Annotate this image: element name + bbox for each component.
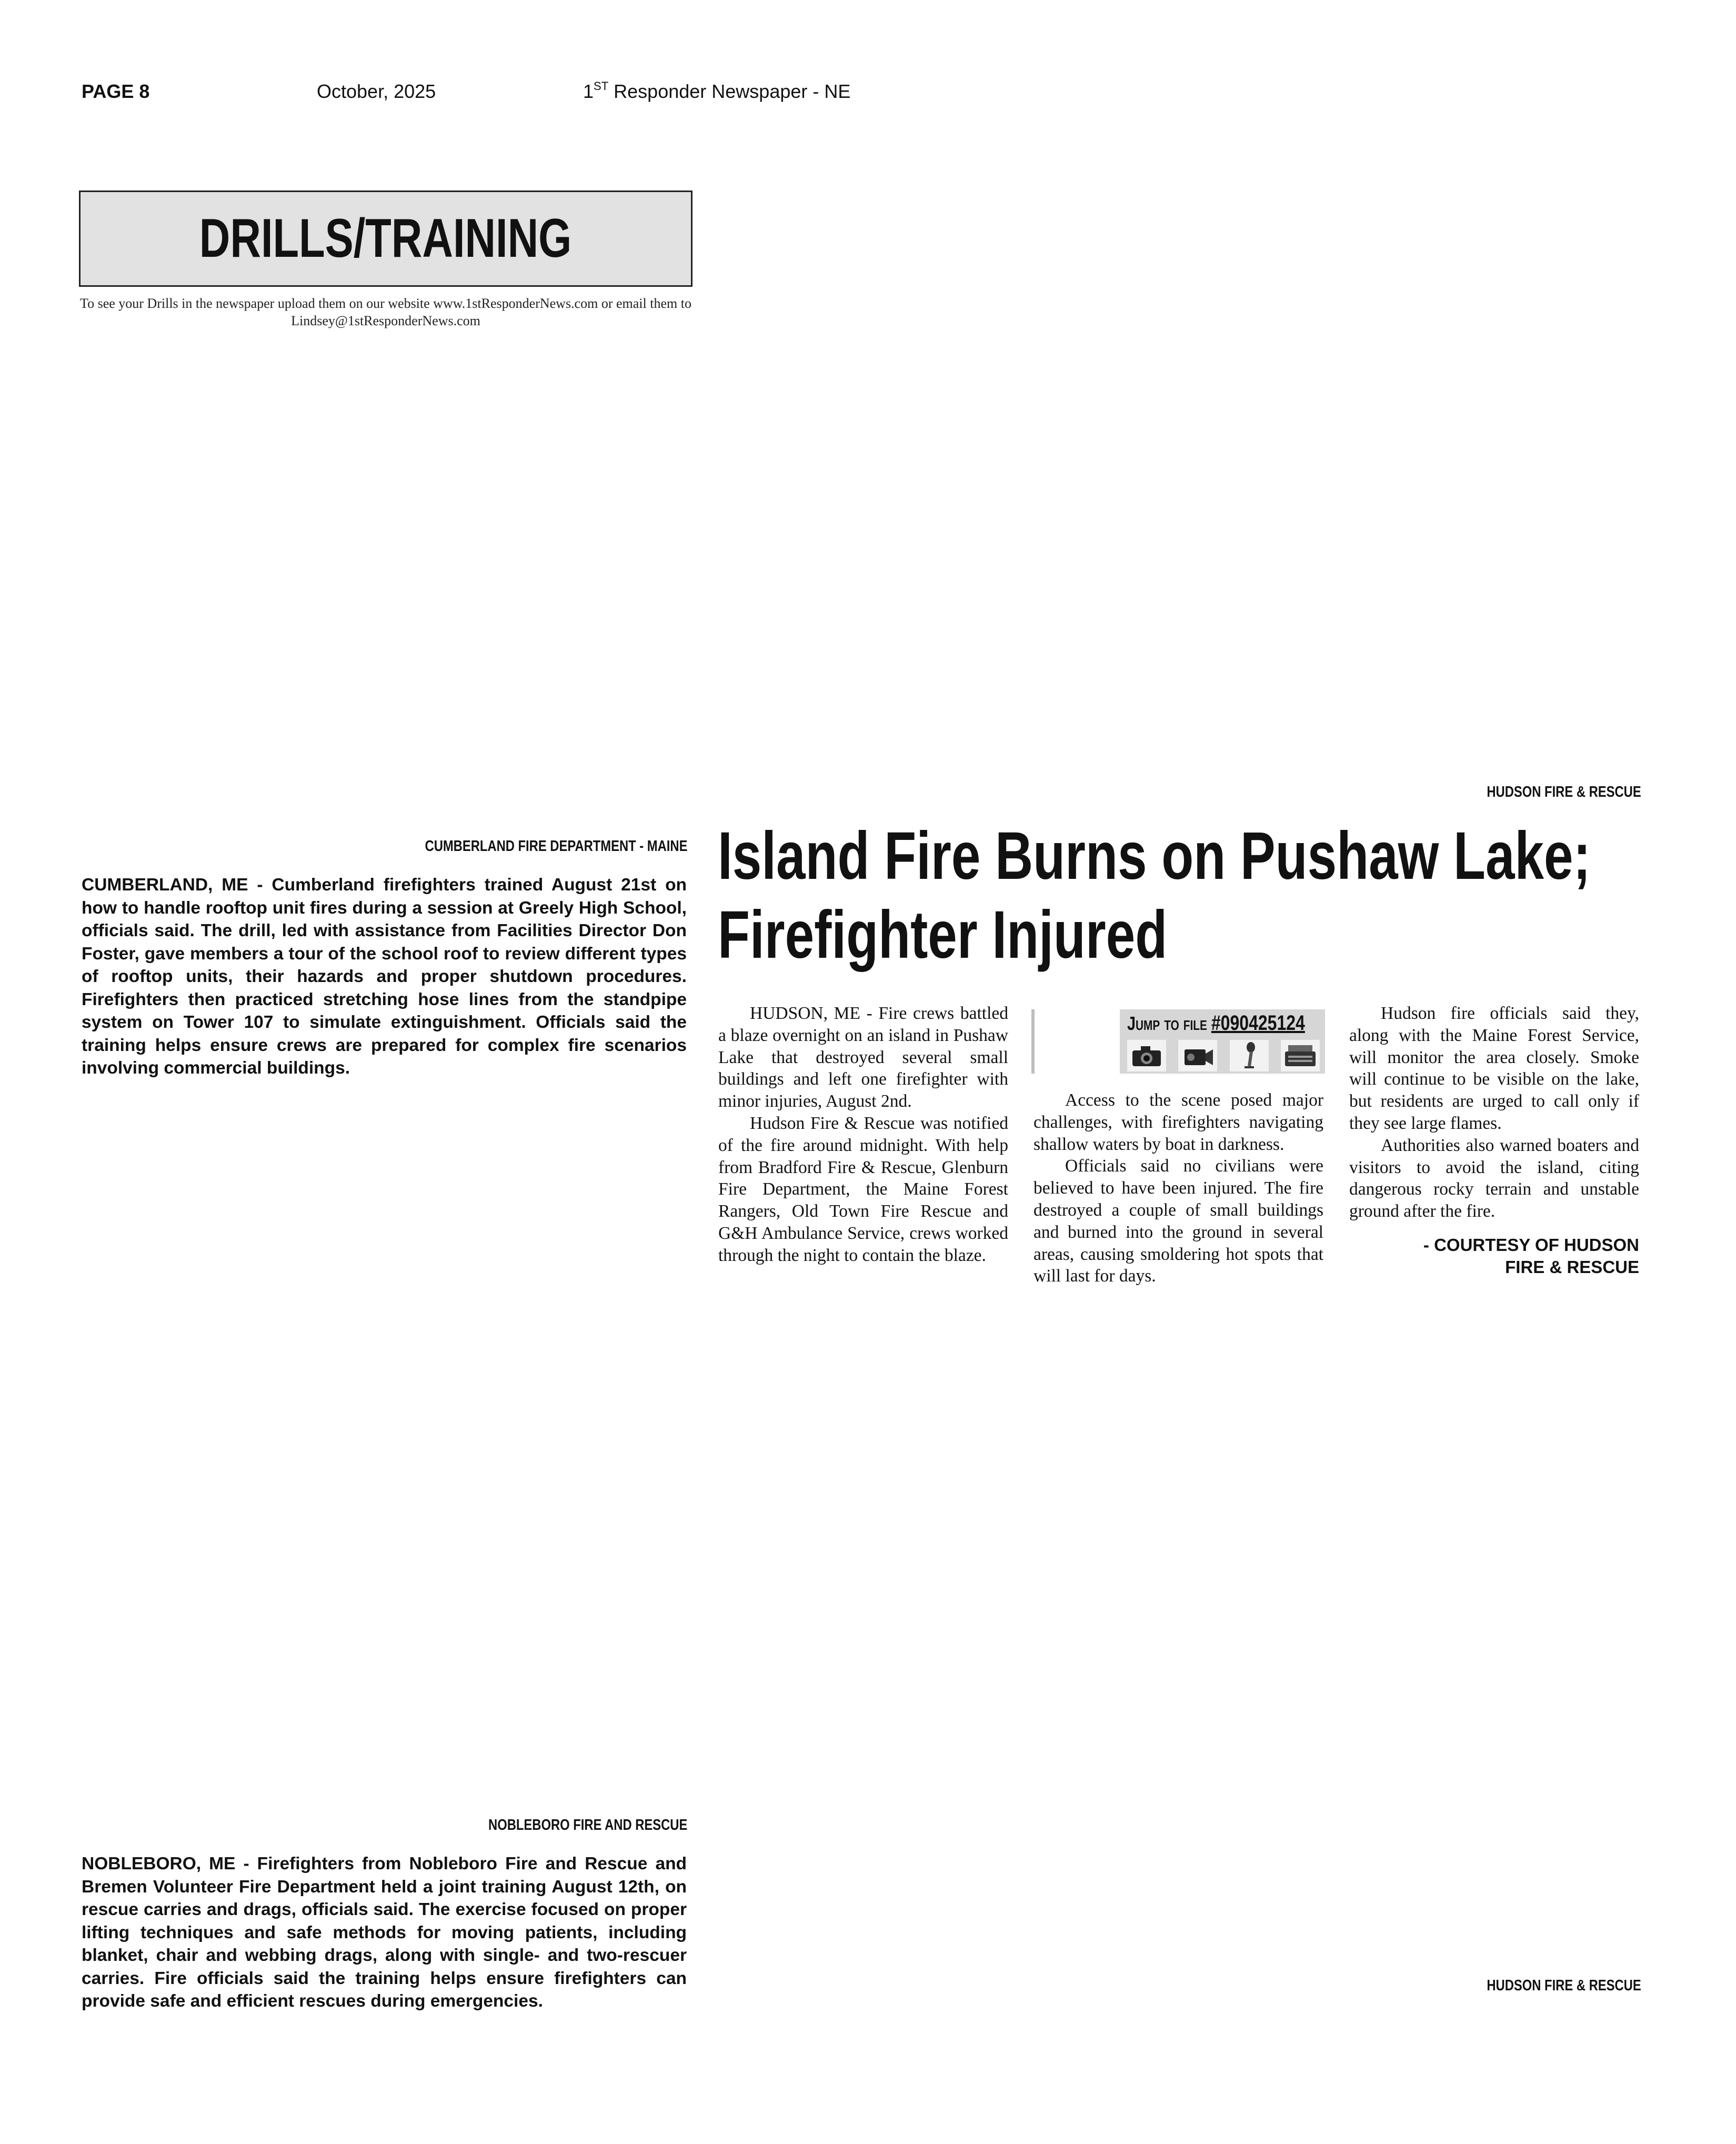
jump-letter-j: J bbox=[1127, 1013, 1136, 1034]
hudson-column-3 bbox=[1349, 1003, 1639, 1278]
publication-name bbox=[583, 81, 850, 103]
publication-prefix: 1 bbox=[583, 81, 594, 102]
hudson-col1-paragraph-1: HUDSON, ME - Fire crews battled a blaze overnight on an island in Pushaw Lake that destroyed several small buildings and left one firefighter with minor injuries, August 2nd. bbox=[718, 1004, 1008, 1111]
jump-divider bbox=[1031, 1009, 1035, 1074]
page-number: PAGE 8 bbox=[82, 81, 150, 102]
section-title: DRILLS/TRAINING bbox=[199, 208, 572, 269]
hudson-col2-paragraph-1: Access to the scene posed major challenges, with firefighters navigating shallow waters by boat in darkness. bbox=[1033, 1090, 1323, 1154]
hudson-col2-paragraph-2: Officials said no civilians were believed to have been injured. The fire destroyed a couple of small buildings and burned into the ground in several areas, causing smoldering hot spots that will last for days. bbox=[1033, 1156, 1323, 1286]
jump-letters-ile: ILE bbox=[1190, 1017, 1207, 1033]
media-icon-row bbox=[1127, 1040, 1320, 1071]
hudson-kicker-bottom: HUDSON FIRE & RESCUE bbox=[1487, 1977, 1641, 1994]
jump-letters-ump: UMP bbox=[1136, 1017, 1160, 1033]
jump-file-number[interactable]: #090425124 bbox=[1211, 1011, 1305, 1035]
hudson-column-1 bbox=[718, 1003, 1008, 1267]
typewriter-icon[interactable] bbox=[1281, 1040, 1320, 1071]
hudson-courtesy-credit bbox=[1349, 1234, 1639, 1278]
camera-icon[interactable] bbox=[1127, 1040, 1166, 1071]
headline-line-1: Island Fire Burns on Pushaw Lake; bbox=[718, 818, 1591, 894]
nobleboro-article-body: NOBLEBORO, ME - Firefighters from Nobleboro Fire and Rescue and Bremen Volunteer Fire Department held a joint training August 12th, on rescue carries and drags, officials said. The exercise focused on proper lifting techniques and safe methods for moving patients, including blanket, chair and webbing drags, along with single- and two-rescuer carries. Fire officials said the training helps ensure firefighters can provide safe and efficient rescues during emergencies. bbox=[82, 1854, 687, 2011]
hudson-col1-paragraph-2: Hudson Fire & Rescue was notified of the fire around midnight. With help from Bradford Fire & Rescue, Glenburn Fire Department, the Maine Forest Rangers, Old Town Fire Rescue and G&H Ambulance Service, crews worked through the night to contain the blaze. bbox=[718, 1113, 1008, 1265]
cumberland-article-body: CUMBERLAND, ME - Cumberland firefighters trained August 21st on how to handle rooftop unit fires during a session at Greely High School, officials said. The drill, led with assistance from Facilities Director Don Foster, gave members a tour of the school roof to review different types of rooftop units, their hazards and proper shutdown procedures. Firefighters then practiced stretching hose lines from the standpipe system on Tower 107 to simulate extinguishment. Officials said the training helps ensure crews are prepared for complex fire scenarios involving commercial buildings. bbox=[82, 875, 687, 1078]
jump-to-file-widget[interactable] bbox=[1120, 1009, 1325, 1074]
section-submission-note: To see your Drills in the newspaper upload them on our website www.1stResponderNews.com or email them to Lindsey@1stResponderNews.com bbox=[80, 296, 691, 328]
hudson-headline bbox=[718, 817, 1591, 975]
section-header-box bbox=[79, 191, 693, 287]
hudson-column-2 bbox=[1033, 1089, 1323, 1287]
courtesy-line-1: - COURTESY OF HUDSON bbox=[1423, 1235, 1639, 1255]
jump-letter-t: T bbox=[1164, 1017, 1171, 1033]
jump-to-file-label[interactable] bbox=[1127, 1011, 1305, 1035]
issue-date: October, 2025 bbox=[317, 81, 436, 102]
cumberland-kicker: CUMBERLAND FIRE DEPARTMENT - MAINE bbox=[425, 838, 687, 855]
jump-letter-f: F bbox=[1183, 1017, 1190, 1033]
jump-letter-o: O bbox=[1170, 1017, 1179, 1033]
nobleboro-kicker: NOBLEBORO FIRE AND RESCUE bbox=[488, 1817, 687, 1834]
hudson-kicker-top: HUDSON FIRE & RESCUE bbox=[1487, 784, 1641, 800]
headline-line-2: Firefighter Injured bbox=[718, 897, 1168, 973]
video-camera-icon[interactable] bbox=[1178, 1040, 1217, 1071]
hudson-col3-paragraph-2: Authorities also warned boaters and visitors to avoid the island, citing dangerous rocky terrain and unstable ground after the fire. bbox=[1349, 1135, 1639, 1221]
courtesy-line-2: FIRE & RESCUE bbox=[1505, 1257, 1639, 1277]
publication-superscript: ST bbox=[594, 79, 609, 93]
publication-rest: Responder Newspaper - NE bbox=[608, 81, 851, 102]
microphone-icon[interactable] bbox=[1230, 1040, 1269, 1071]
hudson-col3-paragraph-1: Hudson fire officials said they, along with the Maine Forest Service, will monitor the area closely. Smoke will continue to be visible on the lake, but residents are urged to call only if they see large flames. bbox=[1349, 1004, 1639, 1133]
